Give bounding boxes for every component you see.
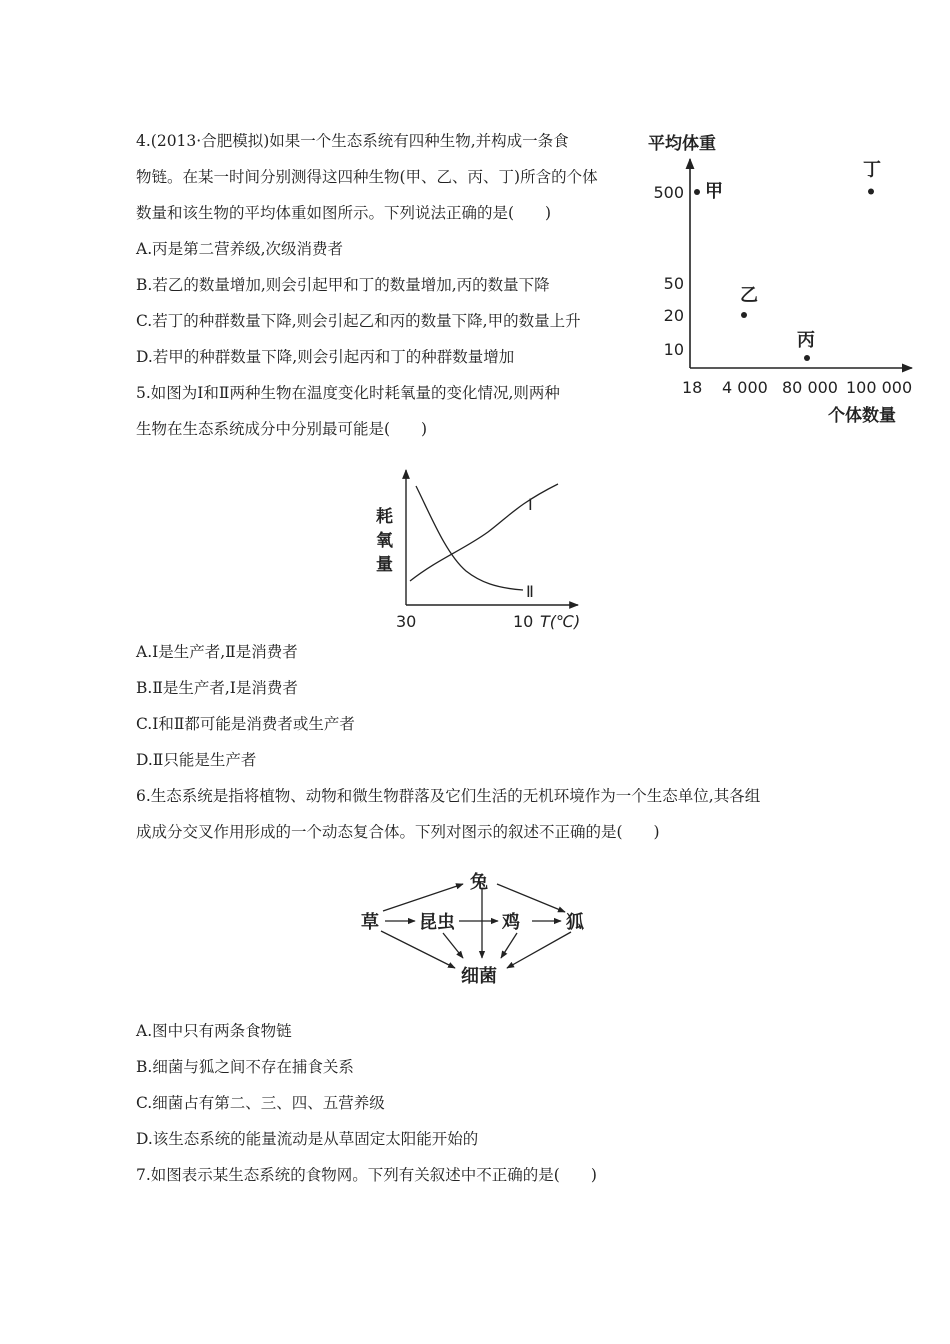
node-grass: 草 [361,912,379,933]
scatter-y-tick: 10 [663,340,684,359]
scatter-point [694,189,700,195]
arrow-grass-rabbit [383,884,463,911]
q5-line1: 5.如图为Ⅰ和Ⅱ两种生物在温度变化时耗氧量的变化情况,则两种 [136,384,560,402]
q5-line2: 生物在生态系统成分中分别最可能是( ) [136,420,428,438]
arrow-grass-bacteria [381,931,455,968]
scatter-ylabel: 平均体重 [648,134,716,154]
scatter-x-tick: 4 000 [722,378,768,397]
oxygen-xlabel: T(℃) [540,612,581,631]
scatter-chart [640,125,930,430]
curve-I-label: Ⅰ [528,495,533,514]
curve-I [410,484,558,581]
oxygen-tick-30: 30 [396,612,417,631]
q4-option-b: B.若乙的数量增加,则会引起甲和丁的数量增加,丙的数量下降 [136,276,550,294]
scatter-x-tick: 100 000 [846,378,913,397]
scatter-point [868,189,874,195]
arrow-chicken-bacteria [501,933,517,958]
scatter-point-label: 乙 [740,285,758,306]
curve-II [416,486,523,590]
q6-line1: 6.生态系统是指将植物、动物和微生物群落及它们生活的无机环境作为一个生态单位,其各组 [136,787,761,805]
q4-option-d: D.若甲的种群数量下降,则会引起丙和丁的种群数量增加 [136,348,515,366]
arrow-insect-bacteria [443,933,463,958]
node-chicken: 鸡 [502,912,520,933]
node-bacteria: 细菌 [461,966,497,987]
q6-option-c: C.细菌占有第二、三、四、五营养级 [136,1094,385,1112]
arrow-fox-bacteria [507,932,571,968]
oxygen-chart [368,464,598,636]
scatter-point [804,355,810,361]
food-web-diagram [355,866,600,991]
q4-line1: 4.(2013·合肥模拟)如果一个生态系统有四种生物,并构成一条食 [136,132,569,150]
scatter-xlabel: 个体数量 [828,406,896,426]
scatter-point-label: 丁 [863,159,881,181]
arrow-rabbit-fox [497,884,565,912]
scatter-y-tick: 50 [663,274,684,293]
node-fox: 狐 [566,912,584,933]
scatter-x-tick: 80 000 [782,378,838,397]
q5-option-b: B.Ⅱ是生产者,Ⅰ是消费者 [136,679,298,697]
q6-option-b: B.细菌与狐之间不存在捕食关系 [136,1058,354,1076]
q6-option-a: A.图中只有两条食物链 [136,1022,292,1040]
scatter-point-label: 丙 [797,330,815,351]
scatter-y-tick: 500 [653,183,684,202]
curve-II-label: Ⅱ [526,582,534,601]
q5-option-d: D.Ⅱ只能是生产者 [136,751,257,769]
q4-option-a: A.丙是第二营养级,次级消费者 [136,240,344,258]
scatter-point-label: 甲 [705,181,723,202]
q7-line1: 7.如图表示某生态系统的食物网。下列有关叙述中不正确的是( ) [136,1166,597,1184]
q4-option-c: C.若丁的种群数量下降,则会引起乙和丙的数量下降,甲的数量上升 [136,312,581,330]
oxygen-ylabel: 耗氧量 [376,507,393,575]
node-insect: 昆虫 [419,912,455,933]
oxygen-tick-10: 10 [513,612,534,631]
scatter-y-tick: 20 [663,306,684,325]
q5-option-c: C.Ⅰ和Ⅱ都可能是消费者或生产者 [136,715,355,733]
node-rabbit: 兔 [470,872,488,893]
scatter-point [741,312,747,318]
q6-line2: 成成分交叉作用形成的一个动态复合体。下列对图示的叙述不正确的是( ) [136,823,660,841]
scatter-x-tick: 18 [682,378,703,397]
q5-option-a: A.Ⅰ是生产者,Ⅱ是消费者 [136,643,298,661]
q4-line2: 物链。在某一时间分别测得这四种生物(甲、乙、丙、丁)所含的个体 [136,168,598,186]
q6-option-d: D.该生态系统的能量流动是从草固定太阳能开始的 [136,1130,479,1148]
q4-line3: 数量和该生物的平均体重如图所示。下列说法正确的是( ) [136,204,552,222]
